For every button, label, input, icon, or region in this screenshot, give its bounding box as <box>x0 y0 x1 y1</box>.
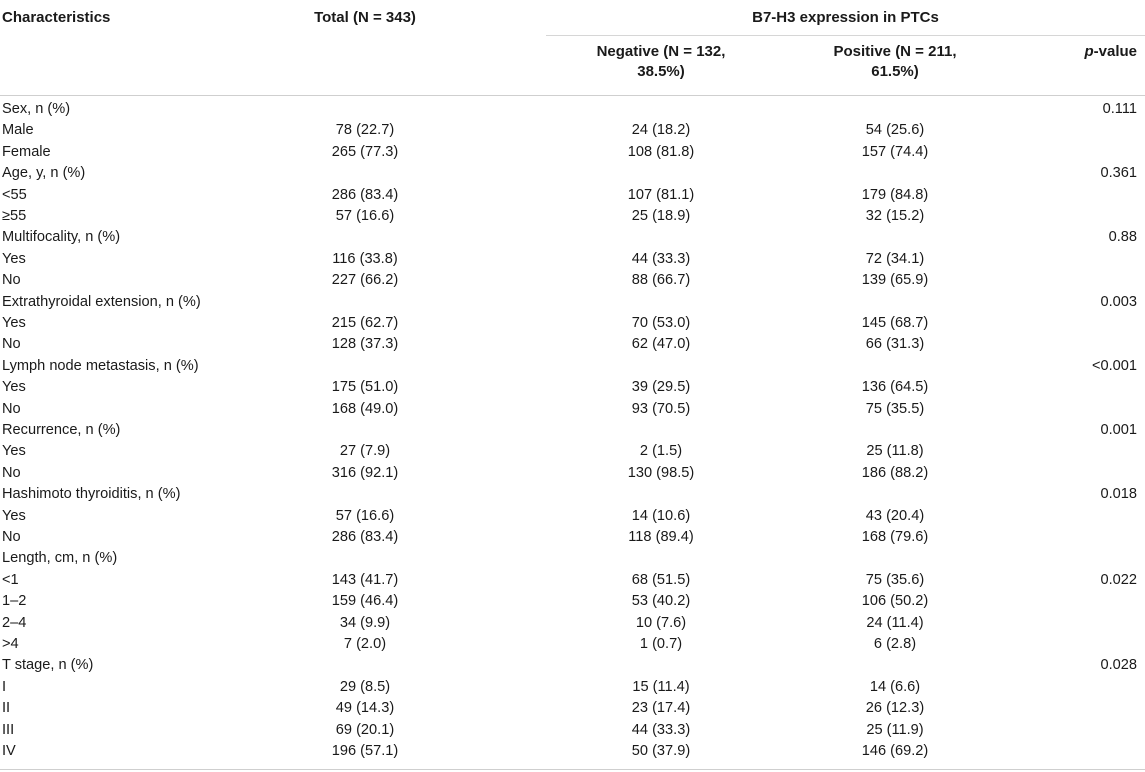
cell-total: 159 (46.4) <box>331 593 399 610</box>
header-bottom-rule <box>0 95 1145 96</box>
table-row <box>0 506 1145 527</box>
cell-positive: 106 (50.2) <box>861 593 929 610</box>
table-row <box>0 741 1145 762</box>
cell-characteristic: Female <box>2 143 51 160</box>
header-pvalue-italic: p <box>1084 43 1094 60</box>
cell-characteristic: Multifocality, n (%) <box>2 229 121 246</box>
cell-characteristic: <55 <box>2 186 27 203</box>
cell-total: 57 (16.6) <box>335 208 395 224</box>
cell-negative: 23 (17.4) <box>631 700 691 717</box>
cell-negative: 62 (47.0) <box>631 336 691 353</box>
cell-total: 128 (37.3) <box>331 336 399 353</box>
cell-pvalue: 0.361 <box>1100 165 1137 182</box>
cell-positive: 186 (88.2) <box>861 464 929 481</box>
cell-total: 49 (14.3) <box>335 700 395 717</box>
cell-positive: 25 (11.9) <box>866 721 924 738</box>
cell-negative: 1 (0.7) <box>639 636 683 652</box>
cell-negative: 44 (33.3) <box>631 721 691 738</box>
table-row <box>0 163 1145 184</box>
cell-total: 175 (51.0) <box>331 379 399 396</box>
cell-characteristic: Hashimoto thyroiditis, n (%) <box>2 486 181 503</box>
cell-positive: 168 (79.6) <box>861 529 929 545</box>
cell-total: 215 (62.7) <box>331 315 399 331</box>
table-row <box>0 677 1145 698</box>
cell-total: 143 (41.7) <box>331 571 399 588</box>
cell-characteristic: Yes <box>2 315 26 331</box>
cell-negative: 50 (37.9) <box>631 743 691 759</box>
table-row <box>0 570 1145 591</box>
cell-total: 196 (57.1) <box>331 743 399 759</box>
header-pvalue <box>1084 42 1137 62</box>
cell-positive: 139 (65.9) <box>861 272 929 289</box>
cell-positive: 75 (35.6) <box>865 571 925 588</box>
cell-characteristic: Yes <box>2 507 26 524</box>
cell-negative: 15 (11.4) <box>632 678 690 695</box>
table-bottom-rule <box>0 769 1145 770</box>
cell-characteristic: II <box>2 700 11 717</box>
cell-negative: 10 (7.6) <box>635 614 687 631</box>
cell-positive: 24 (11.4) <box>866 614 924 631</box>
table-row <box>0 227 1145 248</box>
cell-positive: 72 (34.1) <box>865 250 925 267</box>
table-row <box>0 313 1145 334</box>
cell-positive: 26 (12.3) <box>865 700 925 717</box>
table-row <box>0 591 1145 612</box>
cell-characteristic: 1–2 <box>2 593 27 610</box>
cell-negative: 39 (29.5) <box>631 379 691 396</box>
cell-negative: 118 (89.4) <box>628 529 694 545</box>
table-row <box>0 377 1145 398</box>
cell-total: 27 (7.9) <box>339 443 391 460</box>
cell-positive: 6 (2.8) <box>873 636 917 652</box>
cell-positive: 14 (6.6) <box>869 678 921 695</box>
cell-characteristic: <1 <box>2 571 19 588</box>
table-row <box>0 120 1145 141</box>
header-characteristics: Characteristics <box>2 9 111 26</box>
cell-positive: 157 (74.4) <box>861 143 929 160</box>
table-row <box>0 548 1145 569</box>
cell-characteristic: >4 <box>2 636 19 652</box>
cell-characteristic: No <box>2 400 21 417</box>
cell-negative: 70 (53.0) <box>631 315 691 331</box>
table-row <box>0 698 1145 719</box>
cell-negative: 2 (1.5) <box>639 443 683 460</box>
cell-pvalue: 0.028 <box>1100 657 1137 674</box>
header-negative-line1: Negative (N = 132, <box>596 43 726 60</box>
cell-pvalue: 0.111 <box>1102 101 1137 117</box>
cell-total: 34 (9.9) <box>339 614 391 631</box>
cell-pvalue: 0.022 <box>1100 571 1137 588</box>
cell-characteristic: Extrathyroidal extension, n (%) <box>2 293 201 310</box>
cell-characteristic: Yes <box>2 443 26 460</box>
cell-characteristic: T stage, n (%) <box>2 657 94 674</box>
cell-negative: 93 (70.5) <box>631 400 691 417</box>
cell-total: 316 (92.1) <box>331 464 399 481</box>
cell-characteristic: ≥55 <box>2 208 27 224</box>
header-positive-line2: 61.5%) <box>871 63 919 80</box>
table-row <box>0 99 1145 120</box>
cell-negative: 53 (40.2) <box>631 593 691 610</box>
cell-negative: 88 (66.7) <box>631 272 691 289</box>
cell-pvalue: 0.003 <box>1100 293 1137 310</box>
table-row <box>0 399 1145 420</box>
cell-characteristic: Male <box>2 122 34 139</box>
cell-negative: 108 (81.8) <box>627 143 695 160</box>
header-pvalue-rest: -value <box>1093 43 1137 60</box>
header-positive-line1: Positive (N = 211, <box>833 43 957 60</box>
table-row <box>0 484 1145 505</box>
table-row <box>0 420 1145 441</box>
cell-total: 78 (22.7) <box>335 122 395 139</box>
cell-positive: 43 (20.4) <box>865 507 925 524</box>
cell-positive: 75 (35.5) <box>865 400 925 417</box>
cell-characteristic: Yes <box>2 379 26 396</box>
header-negative-line2: 38.5%) <box>637 63 685 80</box>
table-row <box>0 720 1145 741</box>
header-negative <box>546 42 776 82</box>
table-row <box>0 185 1145 206</box>
table-row <box>0 292 1145 313</box>
cell-negative: 14 (10.6) <box>631 507 691 524</box>
table-row <box>0 249 1145 270</box>
cell-pvalue: 0.018 <box>1100 486 1137 503</box>
cell-negative: 44 (33.3) <box>631 250 691 267</box>
cell-positive: 145 (68.7) <box>861 315 929 331</box>
cell-positive: 66 (31.3) <box>865 336 925 353</box>
table-row <box>0 527 1145 548</box>
table-row <box>0 655 1145 676</box>
cell-positive: 25 (11.8) <box>866 443 924 460</box>
header-group: B7-H3 expression in PTCs <box>752 9 939 26</box>
cell-characteristic: Yes <box>2 250 26 267</box>
cell-characteristic: Sex, n (%) <box>2 101 71 117</box>
cell-characteristic: Age, y, n (%) <box>2 165 86 182</box>
cell-pvalue: <0.001 <box>1091 357 1137 374</box>
table-row <box>0 613 1145 634</box>
table-row <box>0 634 1145 655</box>
cell-negative: 68 (51.5) <box>631 571 691 588</box>
cell-characteristic: Recurrence, n (%) <box>2 422 121 438</box>
cell-characteristic: I <box>2 678 7 695</box>
cell-total: 286 (83.4) <box>331 186 399 203</box>
cell-characteristic: No <box>2 336 21 353</box>
cell-pvalue: 0.88 <box>1108 229 1137 246</box>
table-row <box>0 441 1145 462</box>
group-underline <box>546 35 1145 36</box>
table-row <box>0 463 1145 484</box>
table-row <box>0 334 1145 355</box>
cell-characteristic: No <box>2 272 21 289</box>
cell-negative: 24 (18.2) <box>631 122 691 139</box>
table-row <box>0 206 1145 227</box>
cell-total: 168 (49.0) <box>331 400 399 417</box>
cell-characteristic: No <box>2 464 21 481</box>
cell-characteristic: Lymph node metastasis, n (%) <box>2 357 199 374</box>
cell-pvalue: 0.001 <box>1100 422 1137 438</box>
table-row <box>0 142 1145 163</box>
cell-negative: 130 (98.5) <box>627 464 695 481</box>
cell-total: 69 (20.1) <box>335 721 395 738</box>
cell-characteristic: 2–4 <box>2 614 27 631</box>
cell-total: 286 (83.4) <box>331 529 399 545</box>
cell-positive: 146 (69.2) <box>861 743 929 759</box>
cell-characteristic: Length, cm, n (%) <box>2 550 118 567</box>
cell-total: 57 (16.6) <box>335 507 395 524</box>
cell-positive: 136 (64.5) <box>861 379 929 396</box>
cell-characteristic: IV <box>2 743 16 759</box>
header-total: Total (N = 343) <box>314 9 416 26</box>
cell-characteristic: III <box>2 721 15 738</box>
cell-negative: 107 (81.1) <box>627 186 695 203</box>
cell-negative: 25 (18.9) <box>631 208 691 224</box>
table-row <box>0 270 1145 291</box>
cell-total: 116 (33.8) <box>332 250 398 267</box>
cell-total: 265 (77.3) <box>331 143 399 160</box>
cell-characteristic: No <box>2 529 21 545</box>
cell-total: 7 (2.0) <box>343 636 387 652</box>
cell-positive: 179 (84.8) <box>861 186 929 203</box>
cell-total: 227 (66.2) <box>331 272 399 289</box>
cell-positive: 32 (15.2) <box>865 208 925 224</box>
cell-positive: 54 (25.6) <box>865 122 925 139</box>
header-positive <box>780 42 1010 82</box>
cell-total: 29 (8.5) <box>339 678 391 695</box>
table-row <box>0 356 1145 377</box>
